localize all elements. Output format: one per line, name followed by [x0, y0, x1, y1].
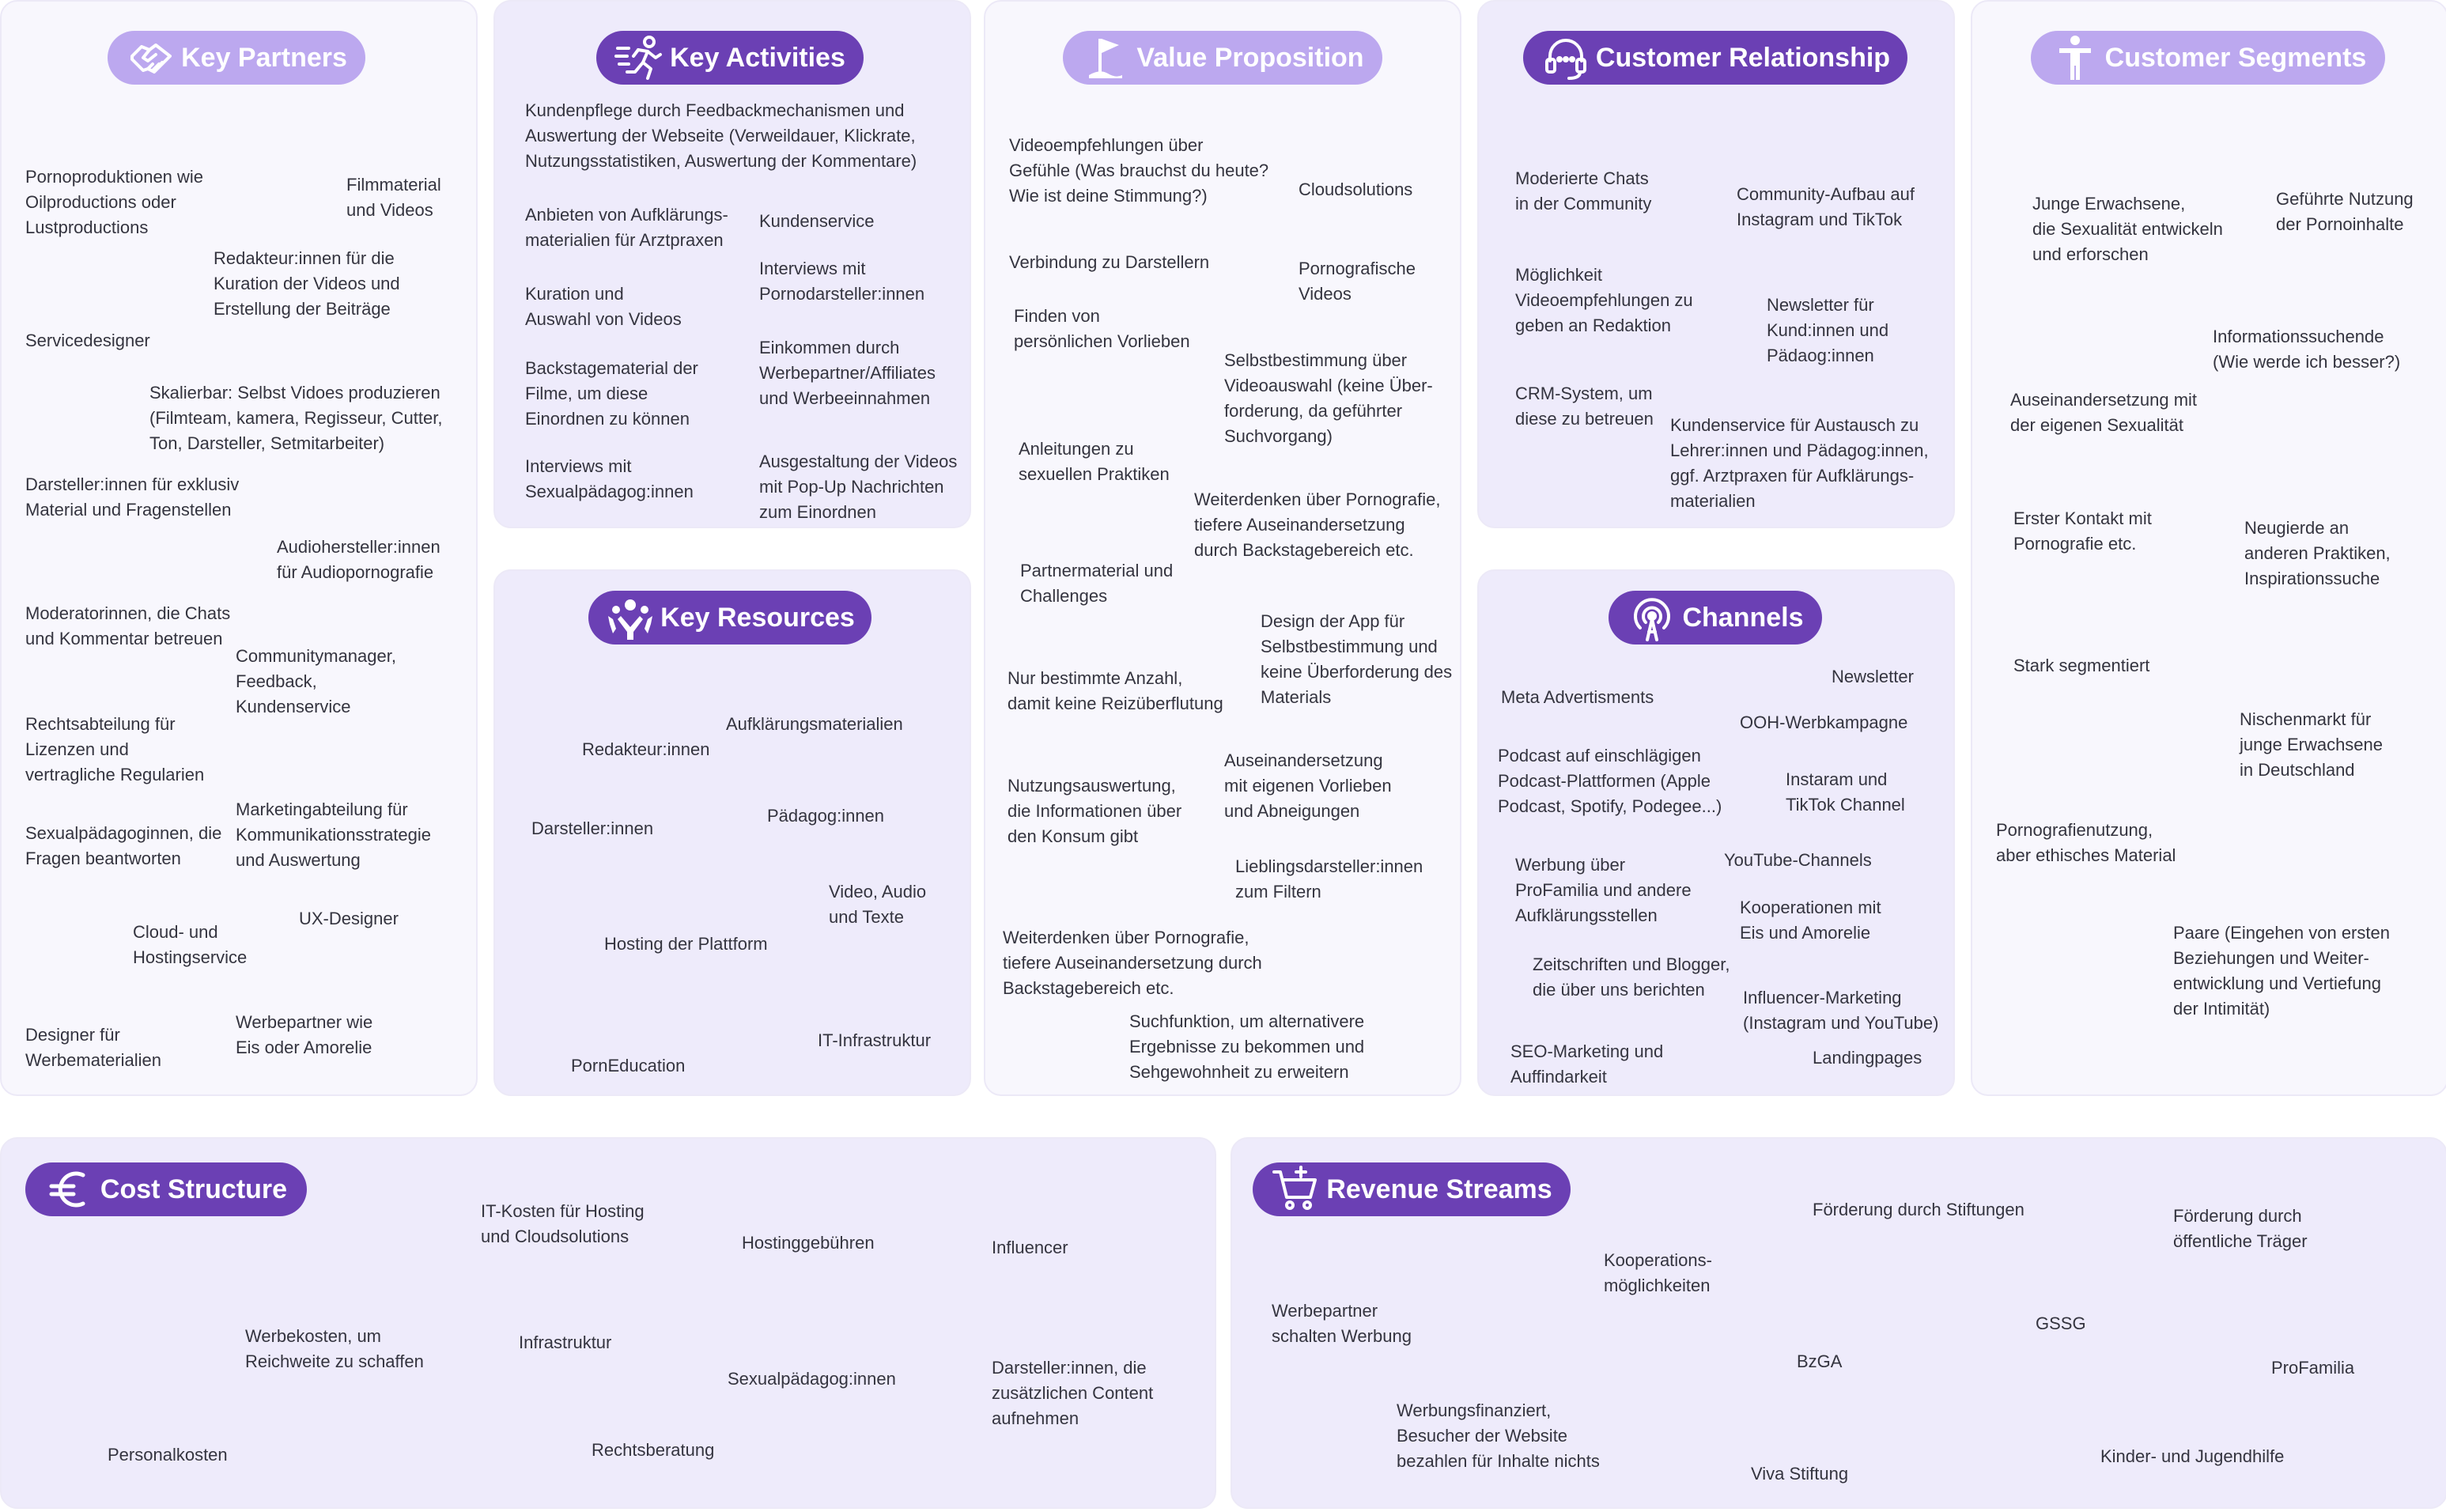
- customer-relationship-note: CRM-System, um diese zu betreuen: [1515, 384, 1654, 429]
- key-resources-note: Video, Audio und Texte: [829, 882, 927, 927]
- euro-icon: [45, 1164, 96, 1215]
- cost-structure-note: IT-Kosten für Hosting und Cloudsolutions: [481, 1201, 645, 1246]
- customer-segments-note: Pornografienutzung, aber ethisches Material: [1996, 820, 2176, 865]
- revenue-streams-title: [1253, 1162, 1571, 1216]
- key-activities-note: Kuration und Auswahl von Videos: [525, 284, 682, 329]
- key-activities-note: Einkommen durch Werbepartner/Affiliates und Werbeeinnahmen: [759, 338, 936, 408]
- revenue-streams-title-text: Revenue Streams: [1326, 1174, 1552, 1204]
- value-proposition-note: Weiterdenken über Pornografie, tiefere Auseinandersetzung durch Backstagebereich etc.: [1003, 928, 1262, 998]
- customer-segments-note: Erster Kontakt mit Pornografie etc.: [2013, 508, 2152, 554]
- value-proposition-note: Selbstbestimmung über Videoauswahl (keine Über- forderung, da geführter Suchvorgang): [1224, 350, 1433, 446]
- key-partners-note: Moderatorinnen, die Chats und Kommentar betreuen: [25, 603, 231, 648]
- key-resources-note: PornEducation: [571, 1056, 686, 1075]
- key-activities-note: Interviews mit Sexualpädagog:innen: [525, 456, 694, 501]
- revenue-streams-note: BzGA: [1797, 1351, 1843, 1371]
- customer-segments-note: Junge Erwachsene, die Sexualität entwickeln und erforschen: [2032, 194, 2223, 264]
- channels-title: [1609, 591, 1822, 644]
- value-proposition-note: Suchfunktion, um alternativere Ergebnisse zu bekommen und Sehgewohnheit zu erweitern: [1129, 1011, 1365, 1082]
- broadcast-icon: [1627, 592, 1677, 643]
- key-resources-title-text: Key Resources: [660, 602, 855, 633]
- key-partners-note: Cloud- und Hostingservice: [133, 922, 248, 967]
- customer-segments-note: Neugierde an anderen Praktiken, Inspirationssuche: [2244, 518, 2391, 588]
- key-activities-note: Kundenpflege durch Feedbackmechanismen und Auswertung der Webseite (Verweildauer, Klickrate, Nutzungsstatistiken, Auswertung der Kommentare): [525, 100, 917, 171]
- channels-note: Newsletter: [1832, 667, 1914, 686]
- key-partners-note: Darsteller:innen für exklusiv Material und Fragenstellen: [25, 474, 240, 520]
- revenue-streams-note: Werbepartner schalten Werbung: [1272, 1301, 1412, 1346]
- key-partners-note: Audiohersteller:innen für Audiopornografie: [277, 537, 440, 582]
- key-resources-note: IT-Infrastruktur: [818, 1030, 932, 1050]
- customer-relationship-note: Möglichkeit Videoempfehlungen zu geben an Redaktion: [1515, 265, 1693, 335]
- key-activities-note: Ausgestaltung der Videos mit Pop-Up Nachrichten zum Einordnen: [759, 452, 958, 522]
- key-partners-note: UX-Designer: [299, 909, 399, 928]
- customer-segments-note: Informationssuchende (Wie werde ich besser?): [2213, 327, 2401, 372]
- key-resources-note: Hosting der Plattform: [604, 934, 768, 954]
- team-icon: [605, 592, 656, 643]
- key-activities-note: Backstagematerial der Filme, um diese Einordnen zu können: [525, 358, 698, 429]
- channels-title-text: Channels: [1682, 602, 1804, 633]
- value-proposition-note: Lieblingsdarsteller:innen zum Filtern: [1235, 856, 1423, 902]
- revenue-streams-note: Kooperations- möglichkeiten: [1604, 1250, 1712, 1295]
- handshake-icon: [126, 32, 176, 83]
- channels-note: OOH-Werbkampagne: [1740, 713, 1908, 732]
- key-partners-title: [108, 31, 365, 85]
- key-activities-title-text: Key Activities: [670, 42, 845, 73]
- cost-structure-note: Personalkosten: [108, 1445, 228, 1465]
- key-partners-note: Skalierbar: Selbst Vidoes produzieren (Filmteam, kamera, Regisseur, Cutter, Ton, Darsteller, Setmitarbeiter): [149, 383, 443, 453]
- revenue-streams-note: Förderung durch Stiftungen: [1813, 1200, 2024, 1219]
- customer-relationship-note: Newsletter für Kund:innen und Pädaog:innen: [1767, 295, 1889, 365]
- key-partners-note: Rechtsabteilung für Lizenzen und vertragliche Regularien: [25, 714, 205, 784]
- revenue-streams-note: Viva Stiftung: [1751, 1464, 1849, 1484]
- key-partners-note: Pornoproduktionen wie Oilproductions oder Lustproductions: [25, 167, 204, 237]
- key-partners-note: Servicedesigner: [25, 331, 150, 350]
- key-resources-title: [588, 591, 871, 644]
- cost-structure-note: Infrastruktur: [519, 1332, 612, 1352]
- customer-relationship-note: Community-Aufbau auf Instagram und TikTok: [1737, 184, 1915, 229]
- key-partners-note: Werbepartner wie Eis oder Amorelie: [236, 1012, 373, 1057]
- customer-segments-note: Geführte Nutzung der Pornoinhalte: [2276, 189, 2414, 234]
- value-proposition-note: Verbindung zu Darstellern: [1009, 252, 1210, 272]
- cart-icon: [1271, 1164, 1321, 1215]
- customer-segments-title: [2031, 31, 2385, 85]
- cost-structure-note: Sexualpädagog:innen: [728, 1369, 896, 1389]
- person-icon: [2050, 32, 2100, 83]
- value-proposition-note: Videoempfehlungen über Gefühle (Was brauchst du heute? Wie ist deine Stimmung?): [1009, 135, 1269, 206]
- key-partners-note: Filmmaterial und Videos: [346, 175, 441, 220]
- channels-note: Zeitschriften und Blogger, die über uns berichten: [1533, 954, 1730, 1000]
- channels-note: Podcast auf einschlägigen Podcast-Plattformen (Apple Podcast, Spotify, Podegee...): [1498, 746, 1722, 816]
- channels-note: Meta Advertisments: [1501, 687, 1654, 707]
- cost-structure-note: Darsteller:innen, die zusätzlichen Content aufnehmen: [992, 1358, 1154, 1428]
- cost-structure-note: Rechtsberatung: [592, 1440, 715, 1460]
- key-resources-note: Aufklärungsmaterialien: [726, 714, 903, 734]
- cost-structure-note: Influencer: [992, 1238, 1068, 1257]
- channels-note: Werbung über ProFamilia und andere Aufklärungsstellen: [1515, 855, 1692, 925]
- channels-note: Influencer-Marketing (Instagram und YouTube): [1743, 988, 1939, 1033]
- revenue-streams-note: Förderung durch öffentliche Träger: [2173, 1206, 2308, 1251]
- key-partners-note: Marketingabteilung für Kommunikationsstrategie und Auswertung: [236, 799, 432, 870]
- value-proposition-note: Nutzungsauswertung, die Informationen über den Konsum gibt: [1008, 776, 1182, 846]
- key-partners-title-text: Key Partners: [181, 42, 347, 73]
- value-proposition-note: Nur bestimmte Anzahl, damit keine Reizüberflutung: [1008, 668, 1223, 713]
- headset-icon: [1541, 32, 1591, 83]
- revenue-streams-note: Werbungsfinanziert, Besucher der Website bezahlen für Inhalte nichts: [1397, 1400, 1600, 1471]
- customer-segments-note: Stark segmentiert: [2013, 656, 2150, 675]
- revenue-streams-note: GSSG: [2036, 1314, 2086, 1333]
- value-proposition-note: Finden von persönlichen Vorlieben: [1014, 306, 1190, 351]
- customer-segments-note: Paare (Eingehen von ersten Beziehungen und Weiter- entwicklung und Vertiefung der Intimität): [2173, 923, 2390, 1019]
- flag-icon: [1081, 32, 1132, 83]
- key-activities-note: Interviews mit Pornodarsteller:innen: [759, 259, 925, 304]
- cost-structure-title-text: Cost Structure: [100, 1174, 288, 1204]
- revenue-streams-note: ProFamilia: [2271, 1358, 2355, 1378]
- channels-note: Instaram und TikTok Channel: [1786, 769, 1905, 815]
- value-proposition-note: Weiterdenken über Pornografie, tiefere Auseinandersetzung durch Backstagebereich etc.: [1194, 490, 1441, 560]
- value-proposition-note: Pornografische Videos: [1299, 259, 1416, 304]
- key-partners-note: Communitymanager, Feedback, Kundenservice: [236, 646, 396, 716]
- key-resources-note: Darsteller:innen: [531, 818, 654, 838]
- value-proposition-note: Anleitungen zu sexuellen Praktiken: [1019, 439, 1170, 484]
- cost-structure-note: Hostinggebühren: [742, 1233, 875, 1253]
- cost-structure-note: Werbekosten, um Reichweite zu schaffen: [245, 1326, 424, 1371]
- value-proposition-note: Auseinandersetzung mit eigenen Vorlieben und Abneigungen: [1224, 750, 1392, 821]
- customer-relationship-title-text: Customer Relationship: [1595, 42, 1891, 73]
- customer-segments-note: Auseinandersetzung mit der eigenen Sexualität: [2010, 390, 2198, 435]
- customer-relationship-note: Moderierte Chats in der Community: [1515, 168, 1652, 214]
- customer-segments-title-text: Customer Segments: [2104, 42, 2367, 73]
- value-proposition-title-text: Value Proposition: [1136, 42, 1364, 73]
- value-proposition-note: Cloudsolutions: [1299, 180, 1413, 199]
- key-resources-note: Redakteur:innen: [582, 739, 710, 759]
- customer-segments-note: Nischenmarkt für junge Erwachsene in Deutschland: [2240, 709, 2384, 780]
- running-person-icon: [614, 32, 665, 83]
- key-resources-note: Pädagog:innen: [767, 806, 885, 826]
- value-proposition-title: [1063, 31, 1382, 85]
- revenue-streams-note: Kinder- und Jugendhilfe: [2100, 1446, 2285, 1466]
- channels-note: Landingpages: [1813, 1048, 1922, 1068]
- value-proposition-note: Partnermaterial und Challenges: [1020, 561, 1174, 606]
- key-partners-note: Sexualpädagoginnen, die Fragen beantworten: [25, 823, 222, 868]
- customer-relationship-title: [1523, 31, 1907, 85]
- customer-relationship-note: Kundenservice für Austausch zu Lehrer:innen und Pädagog:innen, ggf. Arztpraxen für Aufklärungs- materialien: [1670, 415, 1929, 511]
- cost-structure-title: [25, 1162, 307, 1216]
- key-activities-title: [596, 31, 864, 85]
- value-proposition-note: Design der App für Selbstbestimmung und keine Überforderung des Materials: [1261, 611, 1453, 707]
- channels-note: SEO-Marketing und Auffindarkeit: [1510, 1041, 1664, 1087]
- channels-note: YouTube-Channels: [1724, 850, 1872, 870]
- key-partners-note: Designer für Werbematerialien: [25, 1025, 162, 1070]
- key-activities-note: Kundenservice: [759, 211, 875, 231]
- key-activities-note: Anbieten von Aufklärungs- materialien für Arztpraxen: [525, 205, 728, 250]
- key-partners-note: Redakteur:innen für die Kuration der Videos und Erstellung der Beiträge: [214, 248, 400, 319]
- channels-note: Kooperationen mit Eis und Amorelie: [1740, 898, 1881, 943]
